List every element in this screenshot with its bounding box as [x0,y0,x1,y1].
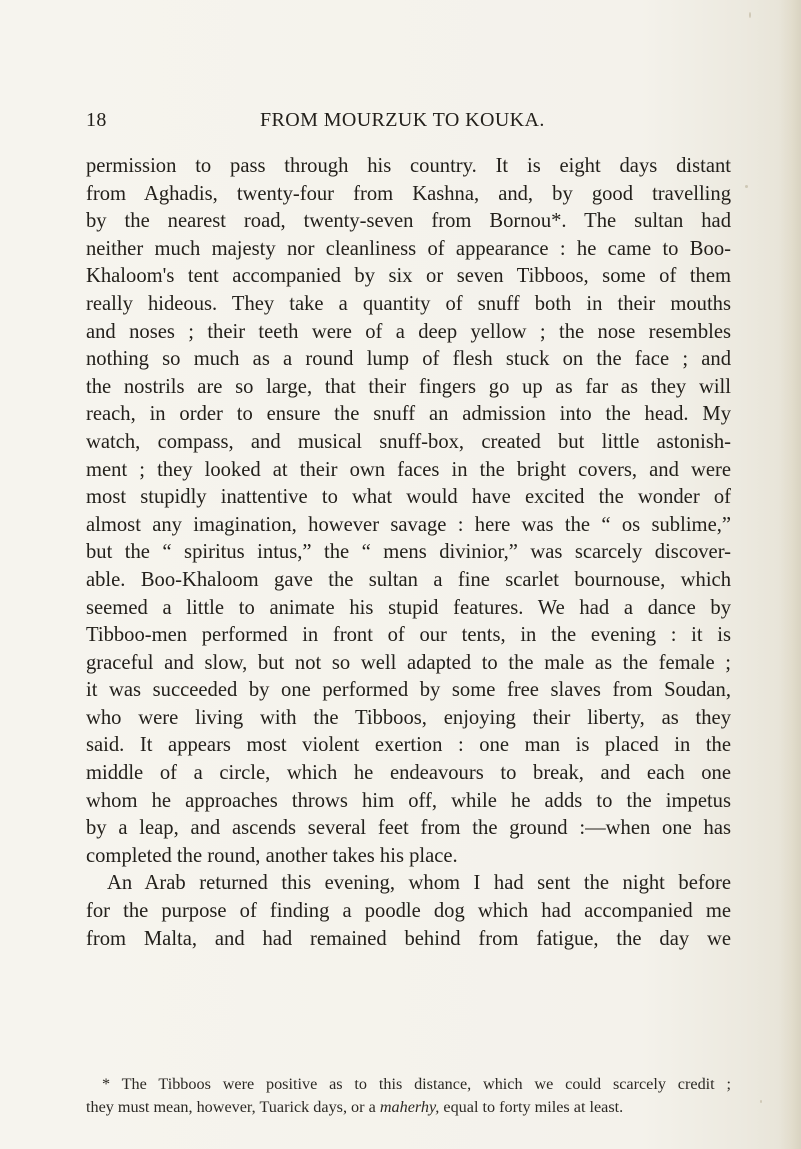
footnote-line [86,1096,731,1119]
footnote-text: The Tibboos were positive as to this distance, which we could scarcely credit ; [121,1075,731,1093]
text-line: really hideous. They take a quantity of snuff both in their mouths [86,292,731,315]
text-line: whom he approaches throws him off, while he adds to the impetus [86,789,731,812]
paper-speck [749,12,751,18]
text-line: Khaloom's tent accompanied by six or seven Tibboos, some of them [86,265,731,288]
text-line: from Aghadis, twenty-four from Kashna, and, by good travelling [86,182,731,205]
text-line: graceful and slow, but not so well adapted to the male as the female ; [86,651,731,674]
text-line: reach, in order to ensure the snuff an admission into the head. My [86,403,731,426]
text-line: most stupidly inattentive to what would have excited the wonder of [86,486,731,509]
footnote-mark: * [102,1075,111,1093]
body-text [86,153,731,953]
text-line: it was succeeded by one performed by some free slaves from Soudan, [86,679,731,702]
running-head [86,109,726,133]
running-title: FROM MOURZUK TO KOUKA. [260,109,545,131]
footnote-italic-term: maherhy, [379,1098,440,1116]
text-line: seemed a little to animate his stupid features. We had a dance by [86,596,731,619]
text-line: by a leap, and ascends several feet from the ground :—when one has [86,817,731,840]
text-line: from Malta, and had remained behind from fatigue, the day we [86,927,731,950]
text-line: nothing so much as a round lump of flesh stuck on the face ; and [86,348,731,371]
text-line: for the purpose of finding a poodle dog which had accompanied me [86,900,731,923]
text-line: the nostrils are so large, that their fingers go up as far as they will [86,375,731,398]
text-line: by the nearest road, twenty-seven from Bornou*. The sultan had [86,210,731,233]
text-line: who were living with the Tibboos, enjoying their liberty, as they [86,706,731,729]
text-line: almost any imagination, however savage : here was the “ os sublime,” [86,513,731,536]
paper-speck [760,1100,762,1103]
text-line: and noses ; their teeth were of a deep yellow ; the nose resembles [86,320,731,343]
text-line: Tibboo-men performed in front of our tents, in the evening : it is [86,624,731,647]
footnote-line [86,1073,731,1096]
footnote-text: equal to forty miles at least. [439,1098,624,1116]
text-line: said. It appears most violent exertion : one man is placed in the [86,734,731,757]
text-line: neither much majesty nor cleanliness of appearance : he came to Boo- [86,237,731,260]
text-line: permission to pass through his country. It is eight days distant [86,155,731,177]
page-gutter-shadow [779,0,801,1149]
footnote-text: they must mean, however, Tuarick days, or a [86,1098,380,1116]
paper-speck [745,185,748,188]
text-line: able. Boo-Khaloom gave the sultan a fine scarlet bournouse, which [86,568,731,591]
text-line: An Arab returned this evening, whom I had sent the night before [107,872,731,895]
text-line: ment ; they looked at their own faces in the bright covers, and were [86,458,731,481]
text-line: but the “ spiritus intus,” the “ mens divinior,” was scarcely discover- [86,541,731,564]
footnote [86,1073,731,1119]
page-number: 18 [86,109,107,131]
text-line: middle of a circle, which he endeavours to break, and each one [86,762,731,785]
text-line: watch, compass, and musical snuff-box, created but little astonish- [86,430,731,453]
text-line: completed the round, another takes his place. [86,844,458,867]
